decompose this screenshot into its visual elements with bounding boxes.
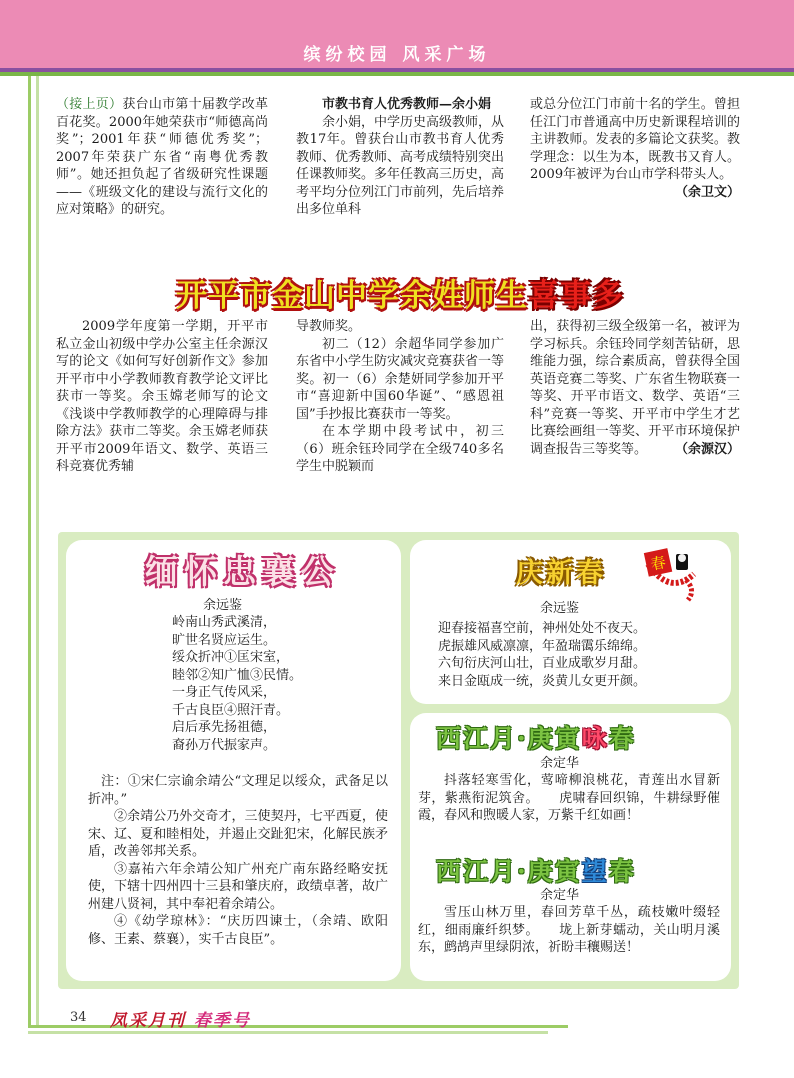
- article-column-2-text-b: 初二（12）余超华同学参加广东省中小学生防灾减灾竞赛获省一等奖。初一（6）余楚妍同学参加开平市“喜迎新中国60华诞”、“感恩祖国”手抄报比赛获市一等奖。: [296, 336, 505, 422]
- page-number: 34: [70, 1010, 87, 1025]
- poem-line: 启后承先扬祖德，: [172, 720, 277, 735]
- poem-line: 迎春接福喜空前，神州处处不夜天。: [438, 621, 647, 636]
- poem-note: ④《幼学琼林》：“庆历四谏士，（余靖、欧阳修、王素、蔡襄），实千古良臣”。: [88, 914, 388, 947]
- poem-ci-text: [418, 904, 720, 957]
- poem-line: 虎振雄风威凛凛，年盈瑞霭乐绵绵。: [438, 638, 647, 654]
- article-column-2: [296, 318, 504, 476]
- top-column-2-text: 余小娟，中学历史高级教师，从教17年。曾获台山市教书育人优秀教师、优秀教师、高考成绩特别突出任课教师奖。多年任教高三历史，高考平均分位列江门市前列，先后培养出多位单科: [296, 114, 505, 217]
- poem-notes: [88, 773, 388, 948]
- headline-part-2: 喜事多: [528, 278, 624, 314]
- poem-line: 旷世名贤应运生。: [172, 632, 277, 648]
- headline-part-1: 开平市金山中学余姓师生: [176, 278, 528, 314]
- poem-title-miandhuai: 缅怀忠襄公: [145, 552, 340, 591]
- poem-ci-body: 雪压山林万里，春回芳草千丛，疏枝嫩叶缀轻红，细雨廉纤织梦。 垅上新芽蠕动，关山明月溪东，鹧鸪声里绿阴浓，祈盼丰穰赐送！: [418, 905, 720, 955]
- magazine-issue: 春季号: [193, 1011, 251, 1031]
- continued-label: （接上页）: [56, 97, 123, 112]
- signature-yuweiwen: （余卫文）: [674, 184, 740, 200]
- section-title-yuxiaojuan: 市教书育人优秀教师—余小娟: [322, 97, 492, 112]
- magazine-name: 凤采月刊: [110, 1011, 186, 1031]
- frame-line-bottom-inner: [28, 1031, 548, 1034]
- article-headline: [130, 270, 670, 315]
- poem-author: 余远鉴: [540, 601, 580, 616]
- poem-title-part: 西江月·庚寅: [436, 857, 582, 886]
- poem-ci-body: 抖落轻寒雪化，莺啼柳浪桃花，青莲出水冒新芽，紫燕衔泥筑舍。 虎啸春回织锦，牛耕绿野催霞，春风和煦暖人家，万紫千红如画！: [418, 773, 720, 823]
- spring-fu-icon: [640, 544, 700, 602]
- poem-line: 六旬衍庆河山壮，百业成歌岁月甜。: [438, 656, 647, 671]
- poem-note: ②余靖公乃外交奇才，三使契丹，七平西夏，使宋、辽、夏和睦相处，并遏止交趾犯宋，化解民族矛盾，改善邻邦关系。: [88, 809, 388, 859]
- poem-line: 千古良臣④照汗青。: [172, 702, 290, 718]
- poem-title-accent: 咏: [581, 724, 609, 753]
- poem-line: 睦邻②知广恤③民情。: [172, 667, 303, 683]
- poem-title-accent: 望: [581, 857, 609, 886]
- poem-lines: [438, 620, 646, 690]
- top-column-3: [530, 96, 740, 201]
- poem-line: 一身正气传风采，: [172, 685, 277, 700]
- poem-title-part: 春: [608, 857, 636, 886]
- poem-author: 余定华: [540, 756, 580, 771]
- poem-title-qingxinchun: 庆新春: [516, 558, 606, 589]
- spring-icon-label: 春: [649, 553, 668, 574]
- header-stripe-green: [0, 72, 794, 76]
- article-column-1-text: 2009学年度第一学期，开平市私立金山初级中学办公室主任余源汉写的论文《如何写好创新作文》参加开平市中小学教师教育教学论文评比获市一等奖。余玉嫦老师写的论文《浅谈中学教师教学的心理障碍与排除方法》获市二等奖。余玉嫦老师获开平市2009年语文、数学、英语三科竞赛优秀辅: [56, 319, 268, 474]
- magazine-brand: [110, 1006, 251, 1031]
- poem-title-wangchun: [436, 852, 636, 888]
- signature-yuyuanhan: （余源汉）: [674, 442, 740, 457]
- poem-title-yongchun: [436, 719, 636, 755]
- poem-title-part: 西江月·庚寅: [436, 724, 582, 753]
- poem-line: 岭南山秀武溪清，: [172, 615, 277, 630]
- header-title: 缤纷校园 风采广场: [303, 45, 491, 65]
- poem-line: 来日金瓯成一统，炎黄儿女更开颜。: [438, 673, 647, 689]
- poem-note: 注：①宋仁宗谕余靖公“文理足以绥众，武备足以折冲。”: [88, 774, 388, 807]
- poem-note: ③嘉祐六年余靖公知广州充广南东路经略安抚使，下辖十四州四十三县和肇庆府，政绩卓著，故广州建八贤祠，其中奉祀着余靖公。: [88, 861, 388, 912]
- poem-author: 余定华: [540, 888, 580, 903]
- poem-lines: [172, 614, 302, 754]
- frame-line-bottom: [28, 1025, 568, 1028]
- article-column-3: [530, 318, 740, 459]
- article-column-2-text-c: 在本学期中段考试中，初三（6）班余钰玲同学在全级740多名学生中脱颖而: [296, 424, 504, 474]
- top-column-3-text: 或总分位江门市前十名的学生。曾担任江门市普通高中历史新课程培训的主讲教师。发表的多篇论文获奖。教学理念：以生为本，既教书又育人。2009年被评为台山市学科带头人。: [530, 97, 740, 182]
- article-column-2-text-a: 导教师奖。: [296, 319, 362, 334]
- poem-ci-text: [418, 772, 720, 825]
- article-column-3-text: 出，获得初三级全级第一名，被评为学习标兵。余钰玲同学刻苦钻研，思维能力强，综合素质高，曾获得全国英语竞赛二等奖、广东省生物联赛一等奖、开平市语文、数学、英语“三科”竞赛一等奖、开平市中学生才艺比赛绘画组一等奖、开平市环境保护调查报告三等奖等。: [530, 319, 740, 457]
- poem-line: 绥众折冲①匡宋室，: [172, 650, 290, 665]
- top-column-1: [56, 96, 268, 219]
- frame-line-vertical: [28, 76, 31, 1028]
- poem-title-part: 春: [608, 724, 636, 753]
- frame-line-vertical-inner: [36, 76, 39, 1028]
- top-column-1-text: 获台山市第十届教学改革百花奖。2000年她荣获市“师德高尚奖”；2001年获“师德优秀奖”；2007年荣获广东省“南粤优秀教师”。她还担负起了省级研究性课题——《班级文化的建设与流行文化的应对策略》的研究。: [56, 97, 268, 217]
- article-column-1: [56, 318, 268, 476]
- page-header: [0, 0, 794, 68]
- poem-author: 余远鉴: [203, 598, 243, 613]
- poem-line: 裔孙万代振家声。: [172, 737, 277, 753]
- top-column-2: [296, 96, 504, 219]
